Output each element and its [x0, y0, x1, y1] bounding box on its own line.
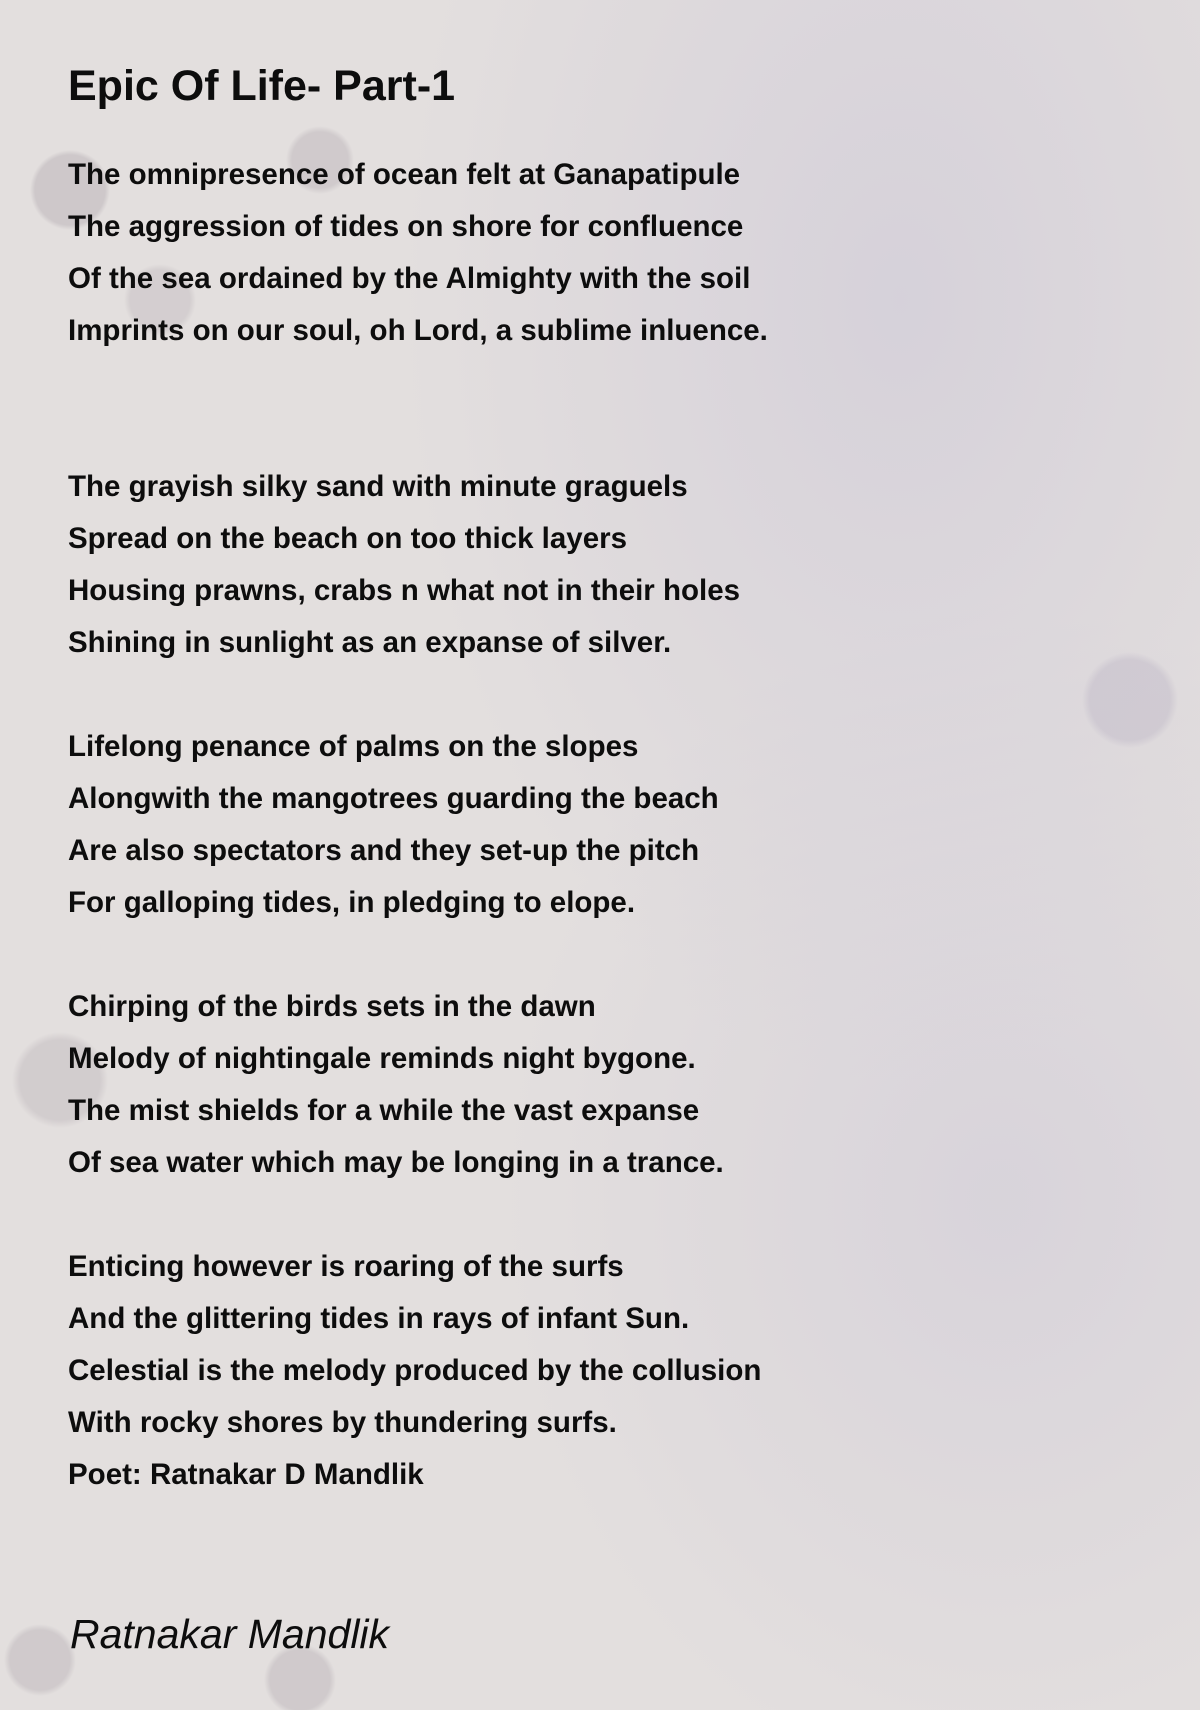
poem-line: Shining in sunlight as an expanse of silver.: [68, 626, 672, 659]
stanza: [68, 149, 768, 357]
poem-line: Lifelong penance of palms on the slopes: [68, 730, 639, 763]
poem-line: The grayish silky sand with minute graguels: [68, 470, 688, 503]
author-signature: Ratnakar Mandlik: [70, 1611, 390, 1657]
poem-title: Epic Of Life- Part-1: [68, 62, 456, 110]
poem-line: Celestial is the melody produced by the collusion: [68, 1354, 762, 1387]
poem-line: Poet: Ratnakar D Mandlik: [68, 1458, 424, 1491]
poem-line: And the glittering tides in rays of infant Sun.: [68, 1302, 690, 1335]
stanza: [68, 981, 724, 1189]
poem-line: Of the sea ordained by the Almighty with the soil: [68, 262, 751, 295]
poem-line: The mist shields for a while the vast expanse: [68, 1094, 700, 1127]
stanza: [68, 721, 719, 929]
poem-line: Enticing however is roaring of the surfs: [68, 1250, 624, 1283]
stanza: [68, 1241, 761, 1501]
poem-line: For galloping tides, in pledging to elope.: [68, 886, 636, 919]
poem-line: Housing prawns, crabs n what not in their holes: [68, 574, 741, 607]
poem-line: Of sea water which may be longing in a trance.: [68, 1146, 724, 1179]
stanza: [68, 461, 740, 669]
poem-line: Imprints on our soul, oh Lord, a sublime inluence.: [68, 314, 768, 347]
poem-line: The omnipresence of ocean felt at Ganapatipule: [68, 158, 741, 191]
poem-line: Are also spectators and they set-up the pitch: [68, 834, 700, 867]
poem-line: Melody of nightingale reminds night bygone.: [68, 1042, 696, 1075]
poem-line: With rocky shores by thundering surfs.: [68, 1406, 617, 1439]
poem-line: Spread on the beach on too thick layers: [68, 522, 627, 555]
poem-line: Alongwith the mangotrees guarding the beach: [68, 782, 719, 815]
poem-line: Chirping of the birds sets in the dawn: [68, 990, 596, 1023]
poem-line: The aggression of tides on shore for confluence: [68, 210, 744, 243]
